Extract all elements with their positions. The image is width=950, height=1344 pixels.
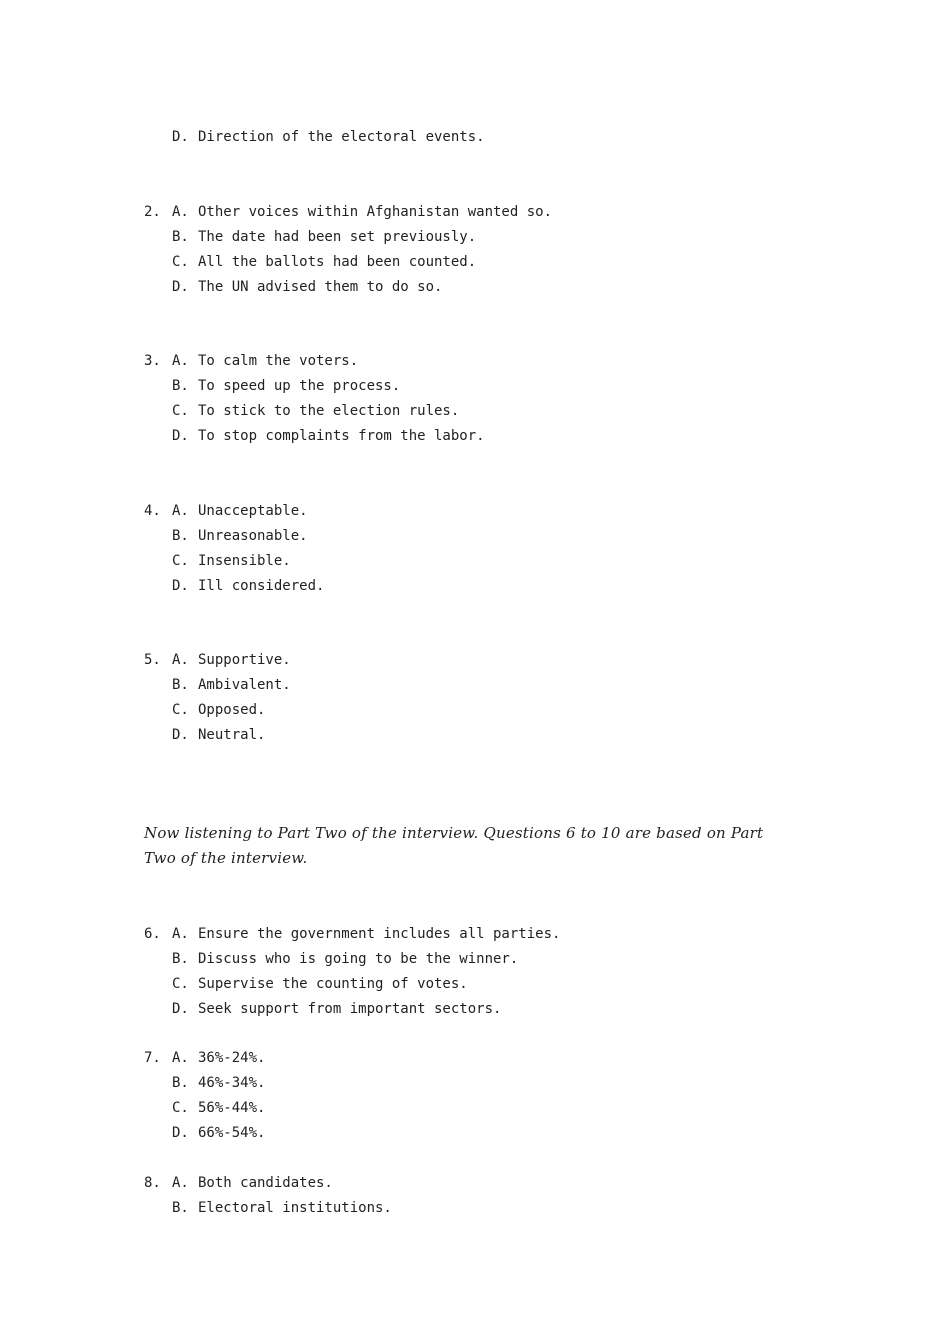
instruction-line: Two of the interview. (144, 849, 308, 867)
option-text: All the ballots had been counted. (198, 254, 477, 270)
option-letter: D. (172, 578, 189, 594)
option-text: Other voices within Afghanistan wanted so. (198, 204, 553, 220)
option-text: The UN advised them to do so. (198, 279, 443, 295)
option-text: Insensible. (198, 553, 291, 569)
option-text: To stick to the election rules. (198, 403, 460, 419)
option-letter: B. (172, 951, 189, 967)
option-letter: C. (172, 702, 189, 718)
option-text: To speed up the process. (198, 378, 401, 394)
option-letter: B. (172, 677, 189, 693)
option-letter: C. (172, 1100, 189, 1116)
question-number: 4. (144, 503, 161, 519)
question-number: 7. (144, 1050, 161, 1066)
option-letter: A. (172, 1050, 189, 1066)
option-text: To calm the voters. (198, 353, 359, 369)
option-text: Seek support from important sectors. (198, 1001, 502, 1017)
option-letter: D. (172, 129, 189, 145)
option-text: Ill considered. (198, 578, 325, 594)
option-letter: D. (172, 1125, 189, 1141)
option-letter: B. (172, 229, 189, 245)
option-text: To stop complaints from the labor. (198, 428, 485, 444)
option-letter: B. (172, 1200, 189, 1216)
option-letter: D. (172, 1001, 189, 1017)
option-text: Direction of the electoral events. (198, 129, 485, 145)
option-letter: B. (172, 378, 189, 394)
option-letter: C. (172, 976, 189, 992)
option-letter: B. (172, 528, 189, 544)
option-letter: D. (172, 428, 189, 444)
option-letter: C. (172, 254, 189, 270)
question-number: 3. (144, 353, 161, 369)
question-number: 5. (144, 652, 161, 668)
option-text: Ensure the government includes all parties. (198, 926, 561, 942)
option-text: 46%-34%. (198, 1075, 266, 1091)
option-text: Discuss who is going to be the winner. (198, 951, 519, 967)
option-letter: A. (172, 353, 189, 369)
option-text: Opposed. (198, 702, 266, 718)
option-letter: C. (172, 553, 189, 569)
question-number: 8. (144, 1175, 161, 1191)
instruction-line: Now listening to Part Two of the interview. Questions 6 to 10 are based on Part (144, 824, 764, 842)
question-number: 2. (144, 204, 161, 220)
option-letter: A. (172, 1175, 189, 1191)
option-text: Unacceptable. (198, 503, 308, 519)
option-letter: D. (172, 727, 189, 743)
option-text: Unreasonable. (198, 528, 308, 544)
question-number: 6. (144, 926, 161, 942)
option-letter: A. (172, 926, 189, 942)
option-text: 36%-24%. (198, 1050, 266, 1066)
option-text: Both candidates. (198, 1175, 333, 1191)
option-letter: B. (172, 1075, 189, 1091)
option-text: Supervise the counting of votes. (198, 976, 468, 992)
option-text: Neutral. (198, 727, 266, 743)
option-letter: D. (172, 279, 189, 295)
option-text: Ambivalent. (198, 677, 291, 693)
option-text: The date had been set previously. (198, 229, 477, 245)
part-two-instruction (144, 821, 824, 871)
option-text: Supportive. (198, 652, 291, 668)
option-letter: C. (172, 403, 189, 419)
option-letter: A. (172, 503, 189, 519)
option-letter: A. (172, 652, 189, 668)
option-text: Electoral institutions. (198, 1200, 392, 1216)
option-text: 66%-54%. (198, 1125, 266, 1141)
option-letter: A. (172, 204, 189, 220)
option-text: 56%-44%. (198, 1100, 266, 1116)
